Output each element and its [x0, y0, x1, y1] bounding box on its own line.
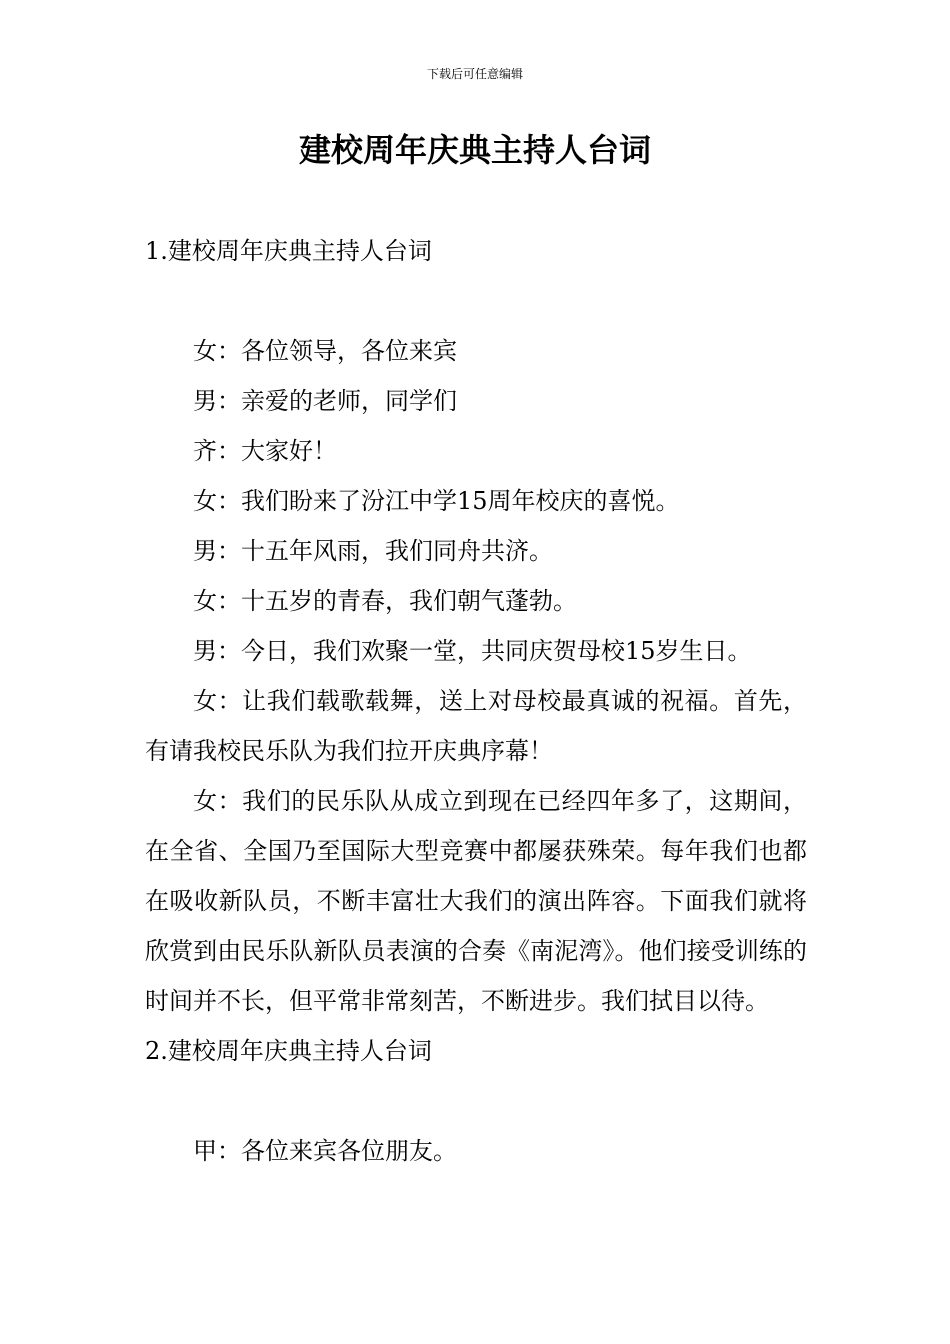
section-heading-1: 1.建校周年庆典主持人台词: [145, 237, 432, 265]
script-line: 女：各位领导，各位来宾: [193, 337, 457, 365]
document-title: 建校周年庆典主持人台词: [298, 131, 651, 169]
document-body: [145, 226, 807, 1176]
script-line: 女：十五岁的青春，我们朝气蓬勃。: [193, 587, 577, 615]
script-line: 男：亲爱的老师，同学们: [193, 387, 457, 415]
script-line: 女：让我们载歌载舞，送上对母校最真诚的祝福。首先，有请我校民乐队为我们拉开庆典序幕！: [145, 687, 807, 765]
blank-line: [145, 276, 807, 326]
script-line: 男：今日，我们欢聚一堂，共同庆贺母校15岁生日。: [193, 637, 752, 665]
header-note: 下载后可任意编辑: [426, 67, 523, 81]
script-line: 女：我们盼来了汾江中学15周年校庆的喜悦。: [193, 487, 680, 515]
script-line: 女：我们的民乐队从成立到现在已经四年多了，这期间，在全省、全国乃至国际大型竞赛中都屡获殊荣。每年我们也都在吸收新队员，不断丰富壮大我们的演出阵容。下面我们就将欣赏到由民乐队新队员表演的合奏《南泥湾》。他们接受训练的时间并不长，但平常非常刻苦，不断进步。我们拭目以待。: [145, 787, 807, 1015]
section-heading-2: 2.建校周年庆典主持人台词: [145, 1037, 432, 1065]
script-line: 甲：各位来宾各位朋友。: [193, 1137, 457, 1165]
script-line: 男：十五年风雨，我们同舟共济。: [193, 537, 553, 565]
blank-line: [145, 1076, 807, 1126]
script-line: 齐：大家好！: [193, 437, 337, 465]
